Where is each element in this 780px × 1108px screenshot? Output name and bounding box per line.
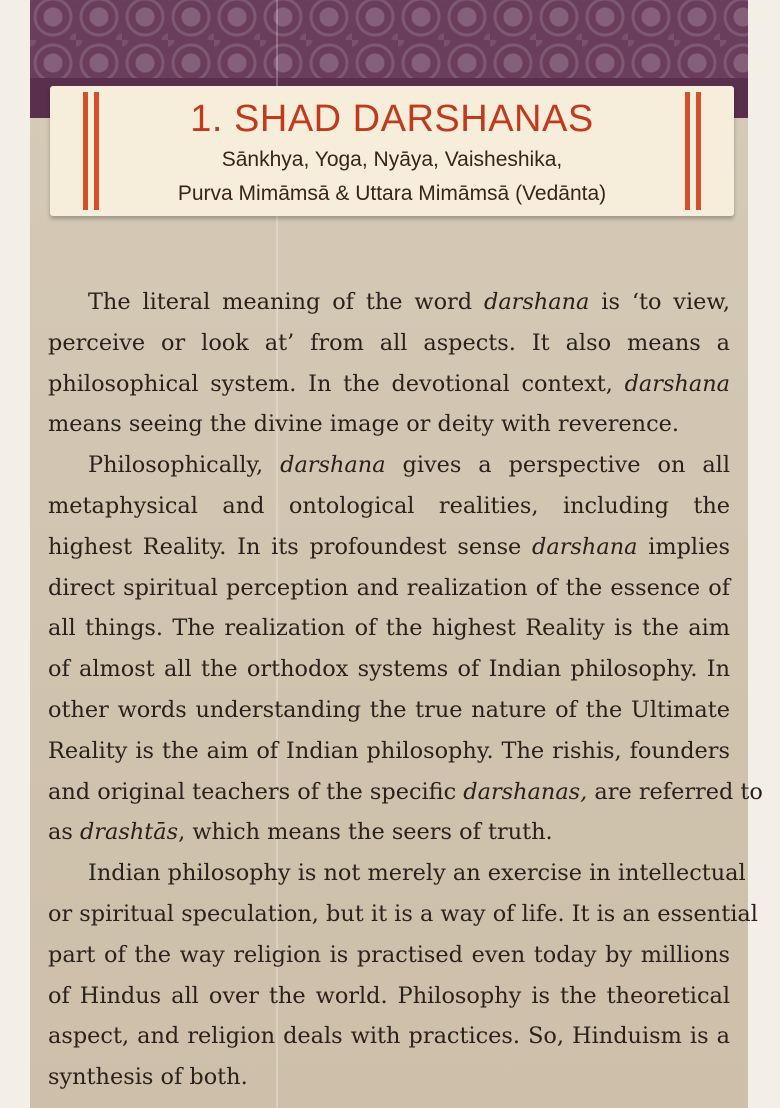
text-line: perceive or look at’ from all aspects. It also means a (48, 329, 730, 356)
text-line: of almost all the orthodox systems of Indian philosophy. In (48, 656, 730, 683)
text-line: as drashtās, which means the seers of truth. (48, 819, 553, 846)
paragraph-2 (48, 445, 763, 853)
italic-term: darshana (624, 370, 730, 397)
text-line: Reality is the aim of Indian philosophy. The rishis, founders (48, 737, 730, 764)
text-line: highest Reality. In its profoundest sense darshana implies (48, 533, 730, 560)
chapter-subtitle-line-2: Purva Mimāmsā & Uttara Mimāmsā (Vedānta) (177, 182, 607, 205)
chapter-subtitle-line-1: Sānkhya, Yoga, Nyāya, Vaisheshika, (221, 148, 563, 171)
text-line: Indian philosophy is not merely an exercise in intellectual (88, 860, 746, 887)
chapter-title: 1. SHAD DARSHANAS (190, 98, 594, 140)
text-line: other words understanding the true nature of the Ultimate (48, 696, 730, 723)
text-line: philosophical system. In the devotional context, darshana (48, 370, 730, 397)
italic-term: darshanas, (463, 778, 588, 805)
chapter-title-box (50, 86, 734, 216)
text-line: and original teachers of the specific darshanas, are referred to (48, 778, 763, 805)
text-line: means seeing the divine image or deity with reverence. (48, 411, 680, 438)
text-line: aspect, and religion deals with practices. So, Hinduism is a (48, 1023, 730, 1050)
paragraph-3 (48, 853, 758, 1098)
text-line: synthesis of both. (48, 1064, 248, 1091)
text-line: The literal meaning of the word darshana is ‘to view, (88, 289, 730, 315)
italic-term: darshana (280, 452, 386, 479)
paragraph-1 (48, 282, 730, 445)
italic-term: drashtās (79, 819, 179, 846)
text-line: direct spiritual perception and realization of the essence of (48, 574, 730, 601)
italic-term: darshana (483, 289, 590, 315)
text-line: all things. The realization of the highest Reality is the aim (48, 615, 730, 642)
text-line: metaphysical and ontological realities, including the (48, 492, 730, 519)
body-text (48, 282, 763, 1098)
italic-term: darshana (532, 533, 638, 560)
text-line: part of the way religion is practised even today by millions (48, 941, 730, 968)
text-line: of Hindus all over the world. Philosophy is the theoretical (48, 982, 730, 1009)
text-line: Philosophically, darshana gives a perspective on all (88, 452, 731, 479)
text-line: or spiritual speculation, but it is a way of life. It is an essential (48, 900, 758, 927)
